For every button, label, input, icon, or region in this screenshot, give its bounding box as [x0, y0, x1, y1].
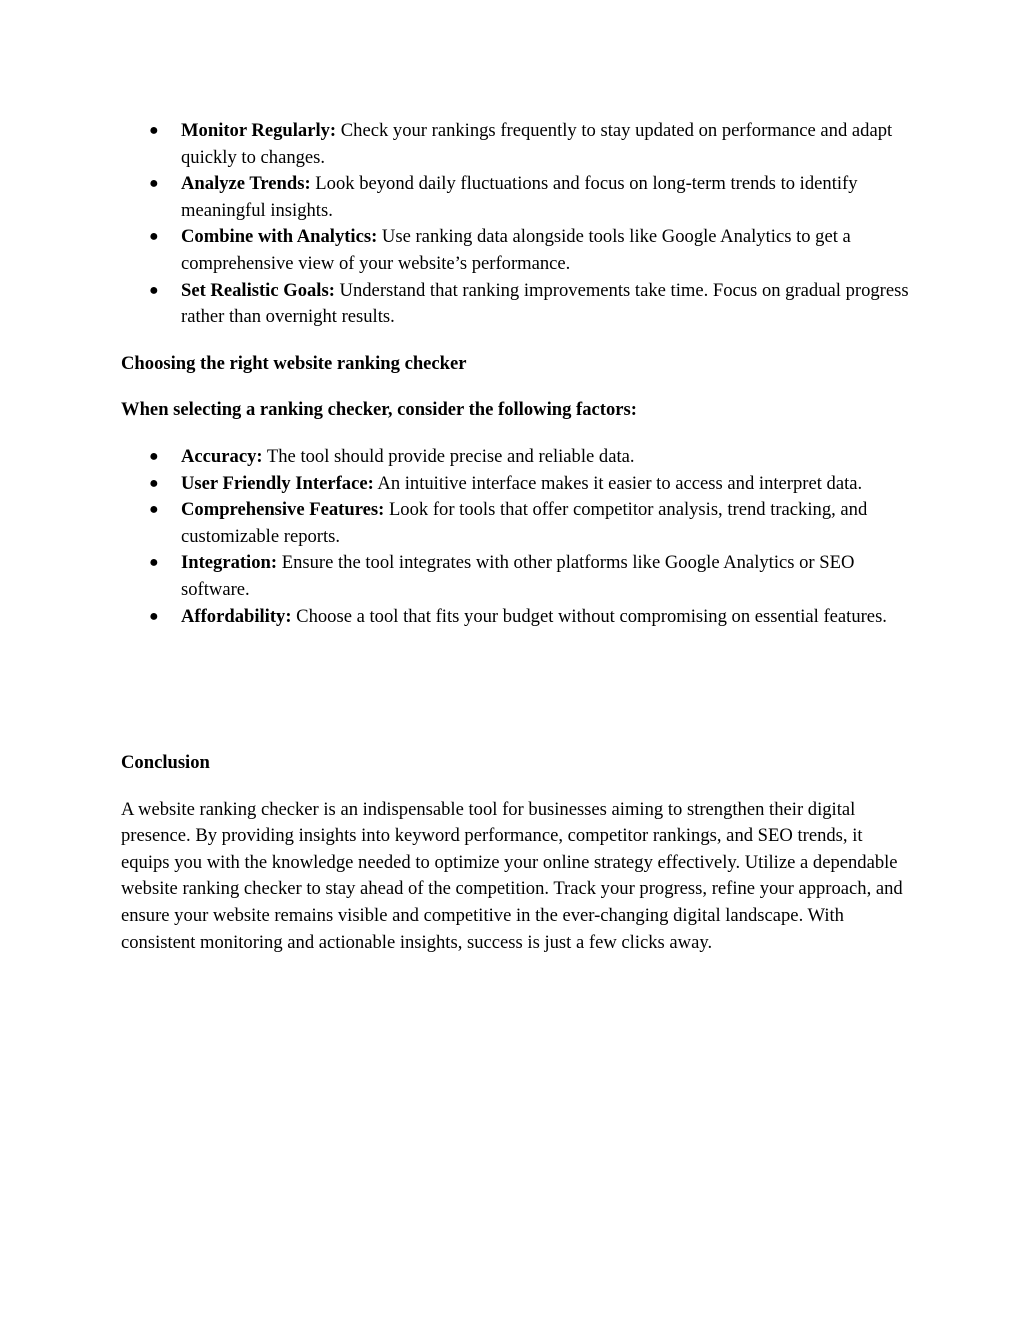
list-item-term: Comprehensive Features: — [181, 499, 385, 521]
list-item-text: Use ranking data alongside tools like Google Analytics to get a comprehensive view of your website’s performance. — [181, 226, 851, 274]
list-item-term: Affordability: — [181, 605, 292, 627]
list-item — [121, 118, 911, 171]
bullet-icon: ● — [149, 447, 159, 465]
bullet-icon: ● — [149, 607, 159, 625]
list-item-text: Look for tools that offer competitor analysis, trend tracking, and customizable reports. — [181, 499, 868, 547]
bullet-icon: ● — [149, 501, 159, 519]
list-item — [121, 444, 911, 471]
document-page — [121, 118, 911, 956]
factors-list — [121, 444, 911, 630]
list-item — [121, 171, 911, 224]
list-item — [121, 278, 911, 331]
tips-list — [121, 118, 911, 331]
list-item-term: Integration: — [181, 552, 278, 574]
bullet-icon: ● — [149, 228, 159, 246]
list-item — [121, 604, 911, 631]
list-item-text: Check your rankings frequently to stay updated on performance and adapt quickly to changes. — [181, 120, 893, 168]
list-item-text: Look beyond daily fluctuations and focus on long-term trends to identify meaningful insights. — [181, 173, 858, 221]
list-item-term: Accuracy: — [181, 445, 263, 467]
list-item-term: User Friendly Interface: — [181, 472, 374, 494]
list-item-term: Combine with Analytics: — [181, 226, 378, 248]
list-item-term: Analyze Trends: — [181, 173, 311, 195]
list-item — [121, 471, 911, 498]
list-item-text: An intuitive interface makes it easier to access and interpret data. — [373, 472, 863, 494]
list-item — [121, 224, 911, 277]
bullet-icon: ● — [149, 175, 159, 193]
list-item-term: Set Realistic Goals: — [181, 279, 335, 301]
list-item-text: Choose a tool that fits your budget without compromising on essential features. — [291, 605, 887, 627]
list-item-text: The tool should provide precise and reliable data. — [262, 445, 635, 467]
section-heading-choosing: Choosing the right website ranking checker — [121, 352, 467, 374]
bullet-icon: ● — [149, 281, 159, 299]
bullet-icon: ● — [149, 474, 159, 492]
conclusion-paragraph: A website ranking checker is an indispensable tool for businesses aiming to strengthen their digital presence. By providing insights into keyword performance, competitor rankings, and SEO trends, it equips you with the knowledge needed to optimize your online strategy effectively. Utilize a dependable website ranking checker to stay ahead of the competition. Track your progress, refine your approach, and ensure your website remains visible and competitive in the ever-changing digital landscape. With consistent monitoring and actionable insights, success is just a few clicks away. — [121, 798, 903, 953]
bullet-icon: ● — [149, 554, 159, 572]
list-item-term: Monitor Regularly: — [181, 120, 337, 141]
list-item — [121, 550, 911, 603]
section-heading-conclusion: Conclusion — [121, 752, 210, 774]
list-item-text: Understand that ranking improvements take time. Focus on gradual progress rather than overnight results. — [181, 279, 909, 328]
list-item-text: Ensure the tool integrates with other platforms like Google Analytics or SEO software. — [181, 552, 855, 600]
bullet-icon: ● — [149, 122, 159, 139]
section-subheading-factors: When selecting a ranking checker, consider the following factors: — [121, 399, 637, 421]
list-item — [121, 497, 911, 550]
